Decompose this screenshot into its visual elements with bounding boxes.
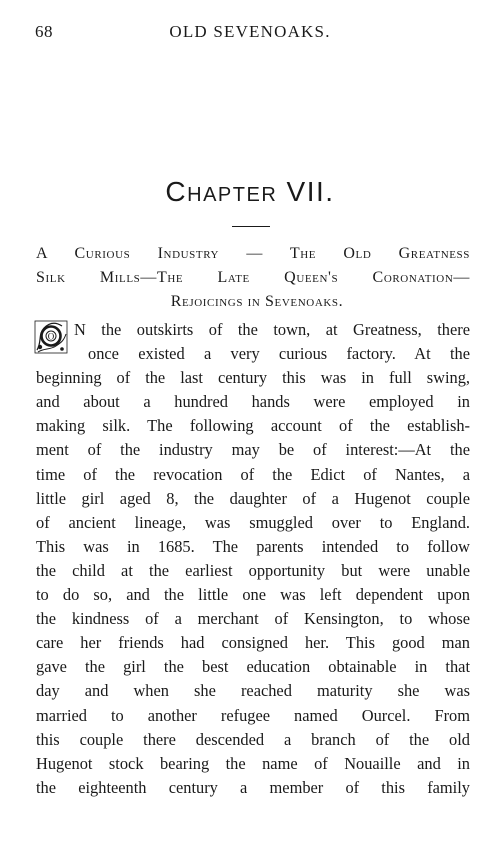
body-line: this couple there descended a branch of the old — [36, 729, 470, 749]
chapter-title: Chapter VII. — [165, 176, 335, 207]
chapter-synopsis — [36, 242, 470, 314]
drop-cap-letter: O — [47, 331, 55, 342]
body-line: beginning of the last century this was in full swing, — [36, 368, 470, 388]
body-text — [36, 318, 470, 800]
body-line: making silk. The following account of the establish- — [36, 416, 470, 436]
body-line: married to another refugee named Ourcel. From — [36, 705, 470, 725]
body-line: time of the revocation of the Edict of Nantes, a — [36, 464, 470, 484]
body-line: N the outskirts of the town, at Greatness, there — [74, 320, 470, 339]
body-line: the kindness of a merchant of Kensington, to whose — [36, 609, 470, 629]
body-line: once existed a very curious factory. At the — [88, 344, 470, 364]
body-line: the child at the earliest opportunity but were unable — [36, 560, 470, 580]
body-line: day and when she reached maturity she was — [36, 681, 470, 701]
body-line: care her friends had consigned her. This good man — [36, 633, 470, 653]
synopsis-line-1: A Curious Industry — The Old Greatness — [36, 245, 470, 262]
body-line: little girl aged 8, the daughter of a Hugenot couple — [36, 488, 470, 508]
synopsis-line-2: Silk Mills—The Late Queen's Coronation— — [36, 269, 470, 286]
body-line: the eighteenth century a member of this family — [36, 777, 470, 797]
body-line: Hugenot stock bearing the name of Nouaille and in — [36, 753, 470, 773]
page-number: 68 — [35, 22, 53, 41]
body-line: to do so, and the little one was left dependent upon — [36, 585, 470, 605]
body-line: gave the girl the best education obtainable in that — [36, 657, 470, 677]
body-line: This was in 1685. The parents intended to follow — [36, 536, 470, 556]
body-line: of ancient lineage, was smuggled over to England. — [36, 512, 470, 532]
running-head — [35, 22, 465, 44]
body-line: and about a hundred hands were employed in — [36, 392, 470, 412]
running-title: OLD SEVENOAKS. — [169, 22, 331, 41]
body-line: ment of the industry may be of interest:—At the — [36, 440, 470, 460]
synopsis-line-3: Rejoicings in Sevenoaks. — [170, 293, 344, 310]
title-rule — [232, 226, 270, 227]
